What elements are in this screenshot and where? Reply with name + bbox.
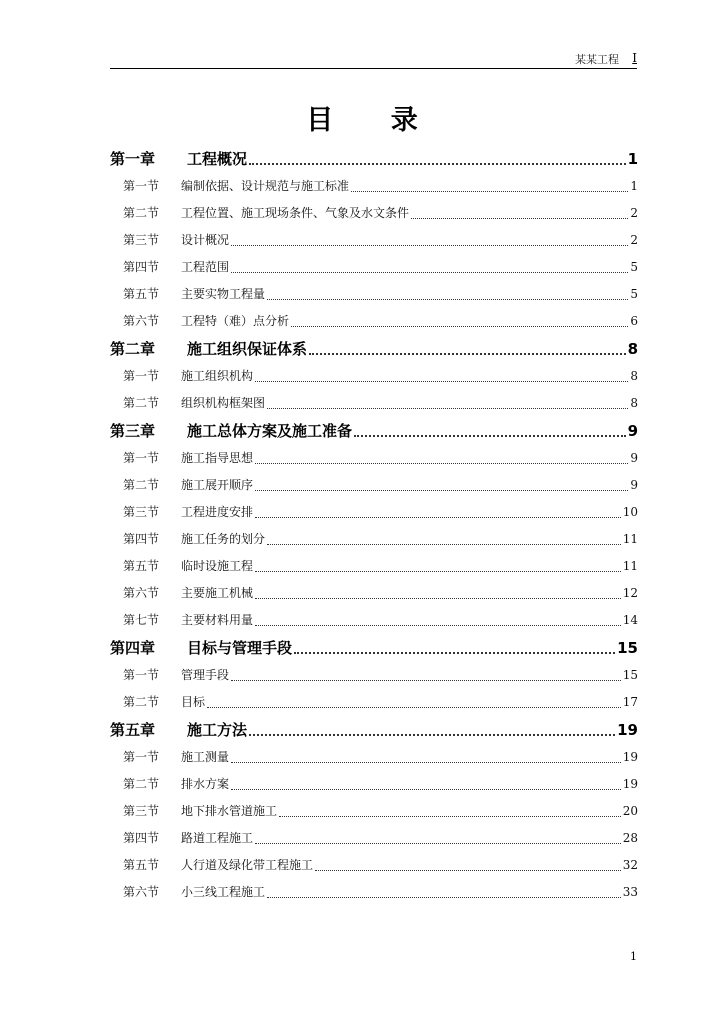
toc-entry-number: 第六节	[123, 885, 160, 899]
toc-entry-page: 5	[630, 287, 638, 301]
toc-entry-title: 管理手段	[181, 668, 230, 682]
toc-entry-title: 工程进度安排	[181, 505, 254, 519]
toc-entry-page: 14	[622, 613, 638, 627]
toc-section-entry[interactable]	[110, 580, 638, 607]
toc-entry-title: 工程范围	[181, 260, 230, 274]
toc-entry-number: 第一节	[123, 179, 160, 193]
toc-entry-page: 5	[630, 260, 638, 274]
toc-dot-leader	[207, 706, 621, 708]
toc-chapter-entry[interactable]	[110, 716, 638, 744]
toc-entry-title: 施工指导思想	[181, 451, 254, 465]
toc-entry-number: 第二节	[123, 396, 160, 410]
toc-section-entry[interactable]	[110, 825, 638, 852]
toc-entry-title: 施工方法	[187, 721, 248, 739]
toc-dot-leader	[309, 352, 626, 355]
toc-entry-number: 第二章	[110, 340, 156, 358]
toc-dot-leader	[255, 624, 621, 626]
toc-entry-title: 目标与管理手段	[187, 639, 293, 657]
toc-entry-page: 9	[630, 478, 638, 492]
toc-entry-title: 主要实物工程量	[181, 287, 266, 301]
toc-dot-leader	[255, 516, 621, 518]
toc-section-entry[interactable]	[110, 254, 638, 281]
toc-dot-leader	[255, 570, 621, 572]
toc-entry-page: 9	[627, 422, 638, 440]
toc-chapter-entry[interactable]	[110, 634, 638, 662]
toc-dot-leader	[231, 679, 621, 681]
toc-dot-leader	[255, 380, 628, 382]
toc-dot-leader	[291, 325, 628, 327]
toc-entry-title: 工程特（难）点分析	[181, 314, 290, 328]
toc-entry-title: 施工展开顺序	[181, 478, 254, 492]
toc-entry-title: 施工测量	[181, 750, 230, 764]
toc-dot-leader	[267, 896, 621, 898]
toc-entry-title: 施工总体方案及施工准备	[187, 422, 353, 440]
toc-entry-title: 工程概况	[187, 150, 248, 168]
toc-entry-title: 主要材料用量	[181, 613, 254, 627]
toc-entry-page: 8	[630, 369, 638, 383]
toc-entry-title: 小三线工程施工	[181, 885, 266, 899]
toc-entry-number: 第一节	[123, 369, 160, 383]
toc-entry-number: 第四节	[123, 831, 160, 845]
toc-entry-number: 第一节	[123, 750, 160, 764]
table-of-contents	[110, 145, 638, 906]
toc-chapter-entry[interactable]	[110, 145, 638, 173]
toc-entry-number: 第三节	[123, 804, 160, 818]
toc-dot-leader	[249, 162, 626, 165]
toc-entry-number: 第六节	[123, 314, 160, 328]
toc-entry-page: 17	[622, 695, 638, 709]
toc-section-entry[interactable]	[110, 553, 638, 580]
toc-dot-leader	[231, 271, 628, 273]
toc-entry-title: 设计概况	[181, 233, 230, 247]
toc-entry-title: 施工组织机构	[181, 369, 254, 383]
toc-entry-number: 第四章	[110, 639, 156, 657]
toc-section-entry[interactable]	[110, 798, 638, 825]
toc-section-entry[interactable]	[110, 607, 638, 634]
toc-entry-number: 第六节	[123, 586, 160, 600]
toc-title: 目 录	[306, 105, 442, 136]
page-header	[110, 50, 637, 69]
toc-section-entry[interactable]	[110, 852, 638, 879]
toc-section-entry[interactable]	[110, 445, 638, 472]
toc-entry-number: 第四节	[123, 532, 160, 546]
toc-section-entry[interactable]	[110, 472, 638, 499]
toc-section-entry[interactable]	[110, 363, 638, 390]
toc-entry-page: 19	[617, 721, 638, 739]
toc-dot-leader	[411, 217, 628, 219]
toc-entry-page: 15	[617, 639, 638, 657]
toc-dot-leader	[351, 190, 628, 192]
toc-dot-leader	[354, 434, 626, 437]
toc-section-entry[interactable]	[110, 227, 638, 254]
toc-entry-number: 第二节	[123, 777, 160, 791]
toc-dot-leader	[231, 244, 628, 246]
toc-dot-leader	[267, 298, 628, 300]
toc-entry-title: 路道工程施工	[181, 831, 254, 845]
toc-dot-leader	[267, 543, 621, 545]
toc-dot-leader	[294, 651, 615, 654]
toc-entry-number: 第三节	[123, 505, 160, 519]
toc-entry-number: 第三节	[123, 233, 160, 247]
toc-entry-page: 20	[622, 804, 638, 818]
toc-section-entry[interactable]	[110, 771, 638, 798]
toc-chapter-entry[interactable]	[110, 417, 638, 445]
toc-entry-title: 地下排水管道施工	[181, 804, 278, 818]
toc-entry-page: 10	[622, 505, 638, 519]
toc-section-entry[interactable]	[110, 744, 638, 771]
footer-page-number: 1	[630, 950, 637, 963]
toc-entry-title: 人行道及绿化带工程施工	[181, 858, 314, 872]
toc-chapter-entry[interactable]	[110, 335, 638, 363]
toc-entry-page: 15	[622, 668, 638, 682]
toc-section-entry[interactable]	[110, 308, 638, 335]
toc-section-entry[interactable]	[110, 662, 638, 689]
toc-dot-leader	[255, 842, 621, 844]
toc-entry-page: 8	[627, 340, 638, 358]
toc-entry-page: 33	[622, 885, 638, 899]
toc-entry-page: 8	[630, 396, 638, 410]
toc-dot-leader	[315, 869, 621, 871]
toc-section-entry[interactable]	[110, 390, 638, 417]
toc-entry-page: 32	[622, 858, 638, 872]
toc-entry-number: 第二节	[123, 478, 160, 492]
toc-dot-leader	[255, 489, 628, 491]
toc-dot-leader	[267, 407, 628, 409]
toc-entry-title: 组织机构框架图	[181, 396, 266, 410]
toc-entry-page: 1	[630, 179, 638, 193]
toc-entry-title: 编制依据、设计规范与施工标准	[181, 179, 350, 193]
toc-entry-number: 第二节	[123, 206, 160, 220]
toc-entry-number: 第五章	[110, 721, 156, 739]
toc-section-entry[interactable]	[110, 689, 638, 716]
toc-section-entry[interactable]	[110, 173, 638, 200]
toc-section-entry[interactable]	[110, 499, 638, 526]
toc-dot-leader	[255, 597, 621, 599]
header-page-number: I	[632, 51, 637, 65]
toc-entry-page: 28	[622, 831, 638, 845]
toc-entry-title: 目标	[181, 695, 206, 709]
toc-entry-number: 第一节	[123, 668, 160, 682]
toc-entry-page: 1	[627, 150, 638, 168]
toc-dot-leader	[279, 815, 621, 817]
toc-entry-number: 第二节	[123, 695, 160, 709]
toc-entry-number: 第五节	[123, 287, 160, 301]
toc-section-entry[interactable]	[110, 281, 638, 308]
toc-entry-page: 11	[622, 559, 638, 573]
toc-entry-number: 第三章	[110, 422, 156, 440]
toc-section-entry[interactable]	[110, 526, 638, 553]
toc-entry-page: 9	[630, 451, 638, 465]
toc-entry-title: 工程位置、施工现场条件、气象及水文条件	[181, 206, 410, 220]
toc-entry-number: 第一节	[123, 451, 160, 465]
toc-entry-page: 2	[630, 233, 638, 247]
toc-entry-page: 6	[630, 314, 638, 328]
toc-entry-number: 第五节	[123, 858, 160, 872]
header-title: 某某工程	[575, 53, 619, 66]
toc-entry-page: 11	[622, 532, 638, 546]
toc-dot-leader	[255, 462, 628, 464]
toc-entry-page: 19	[622, 777, 638, 791]
toc-dot-leader	[231, 761, 621, 763]
toc-entry-number: 第四节	[123, 260, 160, 274]
toc-section-entry[interactable]	[110, 200, 638, 227]
toc-entry-number: 第五节	[123, 559, 160, 573]
toc-entry-page: 2	[630, 206, 638, 220]
toc-entry-title: 施工组织保证体系	[187, 340, 308, 358]
toc-dot-leader	[231, 788, 621, 790]
toc-entry-title: 施工任务的划分	[181, 532, 266, 546]
toc-entry-page: 12	[622, 586, 638, 600]
toc-entry-title: 主要施工机械	[181, 586, 254, 600]
toc-entry-page: 19	[622, 750, 638, 764]
toc-entry-number: 第七节	[123, 613, 160, 627]
toc-entry-title: 排水方案	[181, 777, 230, 791]
toc-entry-title: 临时设施工程	[181, 559, 254, 573]
toc-entry-number: 第一章	[110, 150, 156, 168]
toc-section-entry[interactable]	[110, 879, 638, 906]
toc-dot-leader	[249, 733, 615, 736]
